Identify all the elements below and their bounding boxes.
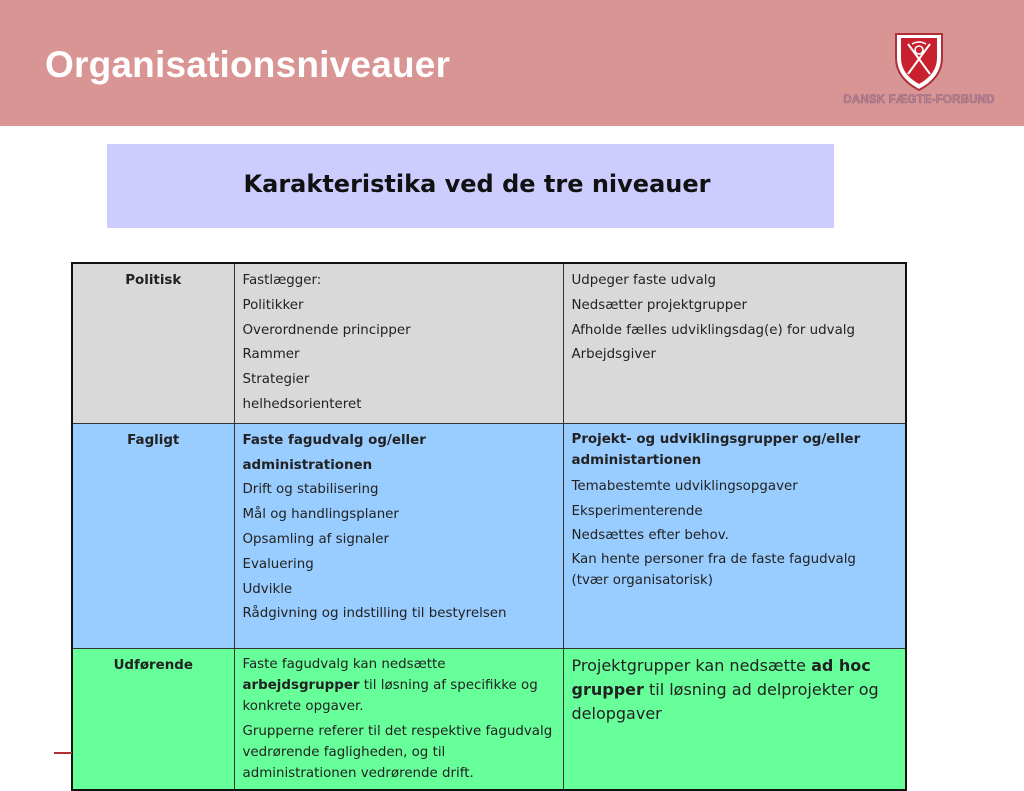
decorative-line [54,752,72,754]
table-row-fagligt [72,423,906,648]
subtitle: Karakteristika ved de tre niveauer [243,170,711,198]
fagligt-col2 [563,423,906,648]
row-label-fagligt: Fagligt [72,423,234,648]
list-item: Udpeger faste udvalg [571,273,717,288]
levels-table [71,262,907,791]
table-row-udforende [72,649,906,791]
udforende-col2 [563,649,906,791]
politisk-col1 [234,263,563,423]
paragraph [243,654,555,717]
list-item: Eksperimenterende [571,503,703,519]
text: til løsning af specifikke og konkrete opgaver. [242,678,538,715]
list-item: Nedsættes efter behov. [571,528,729,544]
list-item: Rammer [242,347,300,363]
slide-title: Organisationsniveauer [45,44,451,85]
column-heading: Projekt- og udviklingsgrupper og/eller administartionen [571,431,861,468]
list-item: Fastlægger: [242,273,322,288]
row-label-politisk: Politisk [72,263,234,423]
text: Projektgrupper kan nedsætte [571,656,812,676]
udforende-col1 [234,649,563,791]
paragraph [572,654,898,726]
table-row-politisk [72,263,906,423]
list-item: Overordnende principper [242,322,411,338]
politisk-col2 [563,263,906,423]
list-item: Arbejdsgiver [571,347,656,363]
logo [824,28,1014,118]
list-item: helhedsorienteret [242,396,362,412]
title-bar [0,0,1024,126]
column-heading: Faste fagudvalg og/eller administrationen [242,432,426,473]
list-item: Drift og stabilisering [242,482,379,498]
text: til løsning ad delprojekter og delopgaver [571,680,879,724]
row-label-udforende: Udførende [72,649,234,791]
shield-icon [892,28,946,92]
list-item: Rådgivning og indstilling til bestyrelsen [242,606,507,622]
list-item: Opsamling af signaler [242,531,389,547]
list-item: Politikker [242,297,304,313]
list-item: Strategier [242,372,310,388]
list-item: Afholde fælles udviklingsdag(e) for udvalg [571,322,856,338]
text: Faste fagudvalg kan nedsætte [242,657,446,673]
fagligt-col1 [234,423,563,648]
list-item: Temabestemte udviklingsopgaver [571,478,798,494]
bold-text: arbejdsgrupper [242,678,360,694]
list-item: Mål og handlingsplaner [242,507,399,523]
paragraph: Grupperne referer til det respektive fagudvalg vedrørende fagligheden, og til administrationen vedrørende drift. [242,724,553,782]
subtitle-box [107,144,834,228]
bold-text: ad hoc grupper [571,656,871,700]
logo-text: DANSK FÆGTE-FORBUND [843,94,995,106]
list-item: Nedsætter projektgrupper [571,297,747,313]
list-item: Udvikle [242,581,293,597]
list-item: Kan hente personer fra de faste fagudvalg (tvær organisatorisk) [571,552,856,589]
list-item: Evaluering [242,556,314,572]
